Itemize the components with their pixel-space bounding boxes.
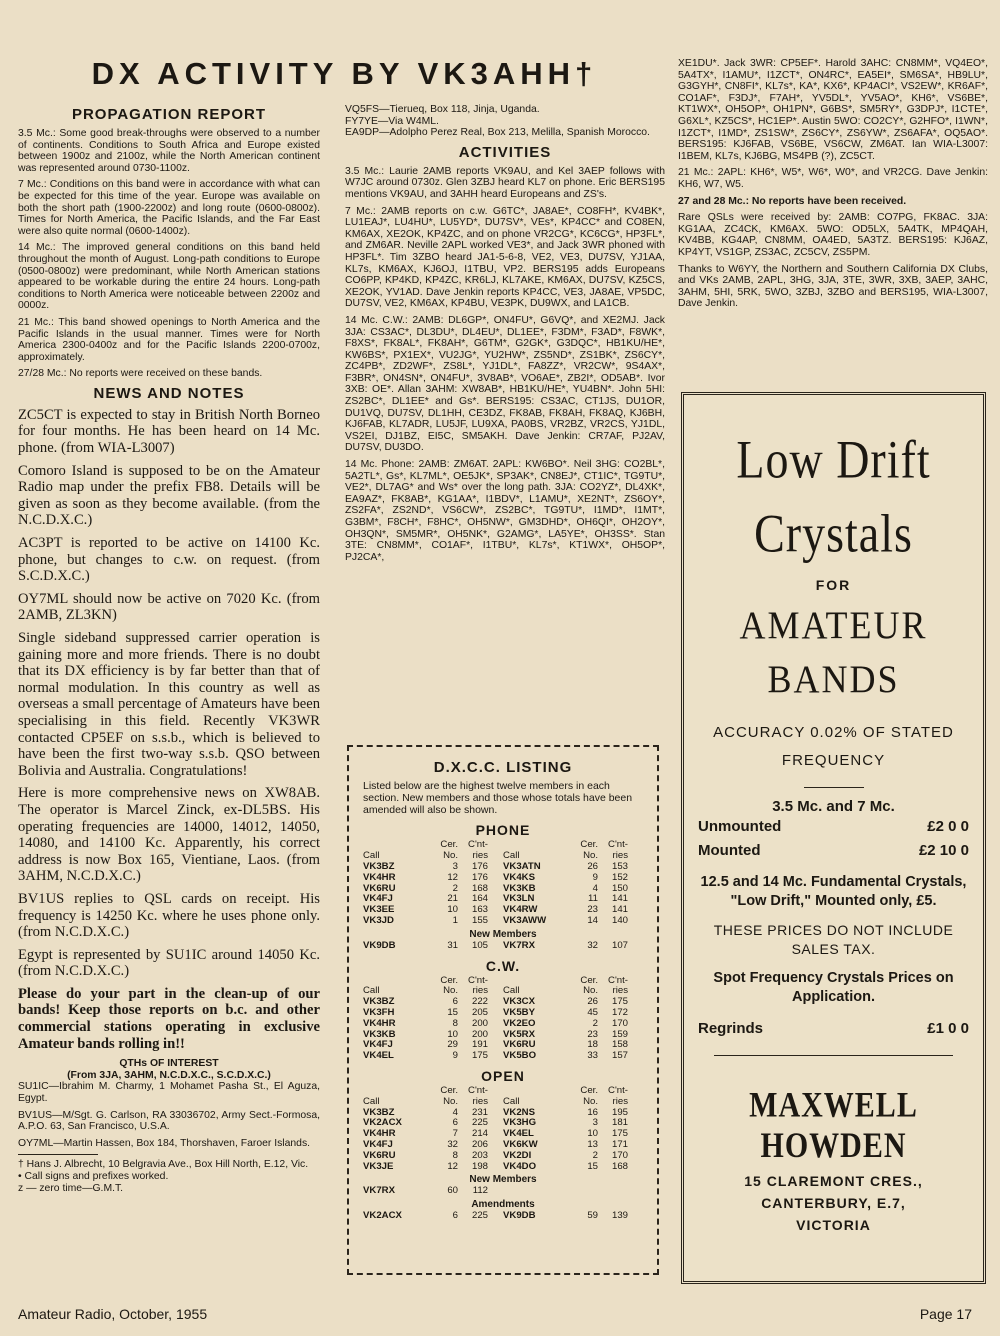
propagation-21mc: 21 Mc.: This band showed openings to North America and the Pacific Islands in the usual manner. Times were for North America 2300-0400z and for the Pacific Islands 2200-0700z, approximately. xyxy=(18,316,320,363)
call-sign: VK2DI xyxy=(503,1149,532,1161)
countries-count: 152 xyxy=(611,871,628,883)
dxcc-row xyxy=(363,916,503,927)
countries-count: 141 xyxy=(611,904,628,916)
ad-address-line: 15 CLAREMONT CRES., xyxy=(744,1173,923,1189)
footnote: † Hans J. Albrecht, 10 Belgravia Ave., Box Hill North, E.12, Vic. xyxy=(18,1159,309,1171)
certificate-number: 9 xyxy=(592,871,598,883)
call-sign: VK3BZ xyxy=(363,860,395,872)
news-item: Single sideband suppressed carrier operation is gaining more and more friends. There is no doubt that its DX efficiency is by far better than that of normal modulation. In this country as well as overseas a small percentage of Amateurs have been specialising in this field. Recently VK3WR contacted CP5EF on s.s.b., which is believed to have been the first two-way s.s.b. QSO between Bolivia and Australia. Congratulations! xyxy=(18,630,320,779)
open-table-header: Cer. C'nt- Call No. ries Cer. C'nt- Call No. ries xyxy=(363,1084,628,1107)
dxcc-row xyxy=(503,1211,643,1222)
news-appeal: Please do your part in the clean-up of our bands! Keep those reports on b.c. and other commercial stations operating in exclusive Amateur bands rolling in!! xyxy=(18,985,320,1052)
price-label: Regrinds xyxy=(698,1020,764,1037)
qth-entry: SU1IC—Ibrahim M. Charmy, 1 Mohamet Pasha St., El Aguza, Egypt. xyxy=(18,1081,320,1105)
news-item: Egypt is represented by SU1IC around 14050 Kc. (from N.C.D.X.C.) xyxy=(18,946,320,980)
crystals-advertisement xyxy=(681,392,986,1284)
certificate-number: 26 xyxy=(587,860,598,872)
certificate-number: 10 xyxy=(447,904,458,916)
phone-table xyxy=(363,862,643,927)
countries-count: 200 xyxy=(471,1028,488,1040)
call-sign: VK4EL xyxy=(363,1050,394,1062)
call-sign: VK4EL xyxy=(503,1128,534,1140)
dxcc-row xyxy=(503,916,643,927)
phone-new-members xyxy=(363,941,643,952)
dxcc-row xyxy=(363,1151,503,1162)
countries-count: 141 xyxy=(611,893,628,905)
ad-amateur: AMATEUR xyxy=(739,603,928,647)
countries-count: 168 xyxy=(611,1160,628,1172)
certificate-number: 15 xyxy=(587,1160,598,1172)
call-sign: VK3CX xyxy=(503,996,535,1008)
news-item: ZC5CT is expected to stay in British North Borneo for four months. He has been heard on 14 Mc. phone. (from WIA-L3007) xyxy=(18,406,320,457)
cw-table xyxy=(363,997,643,1062)
certificate-number: 16 xyxy=(587,1106,598,1118)
countries-count: 150 xyxy=(611,882,628,894)
propagation-heading: PROPAGATION REPORT xyxy=(71,106,267,123)
call-sign: VK4HR xyxy=(363,871,396,883)
call-sign: VK9DB xyxy=(503,1210,536,1222)
certificate-number: 59 xyxy=(587,1210,598,1222)
ad-headline-crystals: Crystals xyxy=(754,503,913,564)
ad-company-name: MAXWELL HOWDEN xyxy=(749,1085,918,1166)
news-heading: NEWS AND NOTES xyxy=(93,384,245,402)
certificate-number: 8 xyxy=(452,1017,458,1029)
call-sign: VK3BZ xyxy=(363,1106,395,1118)
ad-divider xyxy=(804,787,864,788)
certificate-number: 6 xyxy=(452,1117,458,1129)
certificate-number: 33 xyxy=(587,1050,598,1062)
certificate-number: 32 xyxy=(587,939,598,951)
call-sign: VK3AWW xyxy=(503,914,547,926)
call-sign: VK3EE xyxy=(363,904,395,916)
open-new-members-heading: New Members xyxy=(469,1174,537,1186)
dxcc-row xyxy=(363,1051,503,1062)
open-table xyxy=(363,1108,643,1173)
ad-for: FOR xyxy=(815,577,852,593)
phone-new-members-heading: New Members xyxy=(469,928,537,940)
certificate-number: 2 xyxy=(592,1149,598,1161)
certificate-number: 9 xyxy=(452,1050,458,1062)
rare-qsls: Rare QSLs were received by: 2AMB: CO7PG, FK8AC. 3JA: KG1AA, ZC4CK, KM6AX. 5WO: OD5LX, 5A4TK, MP4QAH, KV4BB, KG4AP, CN8MM, OA4ED, 5A3TZ. BERS195: KJ6AZ, KP4YT, VS1GP, ZS3AC, ZC5CV, ZS5PM. xyxy=(678,212,988,258)
call-sign: VK3JD xyxy=(363,914,394,926)
countries-count: 225 xyxy=(471,1210,488,1222)
dxcc-intro: Listed below are the highest twelve members in each section. New members and those whose totals have been amended will also be shown. xyxy=(363,780,633,816)
ad-band-label: 3.5 Mc. and 7 Mc. xyxy=(772,798,895,815)
column-left xyxy=(18,104,320,1294)
qth-entry: FY7YE—Via W4ML. xyxy=(345,115,439,127)
ad-price-regrinds xyxy=(698,1017,969,1041)
footnote: z — zero time—G.M.T. xyxy=(18,1182,124,1194)
certificate-number: 29 xyxy=(447,1039,458,1051)
activity-35mc: 3.5 Mc.: Laurie 2AMB reports VK9AU, and Kel 3AEP follows with W7JC around 0730z. Glen 3ZBJ heard KL7 on phone. Eric BERS195 mentions VK9AU, and 3AHH heard Europeans and ZS's. xyxy=(345,165,665,200)
countries-count: 214 xyxy=(471,1128,488,1140)
activity-2728mc: 27 and 28 Mc.: No reports have been received. xyxy=(678,195,907,207)
certificate-number: 6 xyxy=(452,1210,458,1222)
certificate-number: 6 xyxy=(452,996,458,1008)
certificate-number: 45 xyxy=(587,1006,598,1018)
certificate-number: 60 xyxy=(447,1185,458,1197)
dxcc-row xyxy=(363,1186,503,1197)
qth-source: (From 3JA, 3AHM, N.C.D.X.C., S.C.D.X.C.) xyxy=(67,1069,271,1081)
ad-divider xyxy=(714,1055,952,1056)
dxcc-row xyxy=(503,1019,643,1030)
certificate-number: 32 xyxy=(447,1138,458,1150)
propagation-2728mc: 27/28 Mc.: No reports were received on these bands. xyxy=(18,368,263,380)
call-sign: VK9DB xyxy=(363,939,396,951)
activity-7mc: 7 Mc.: 2AMB reports on c.w. G6TC*, JA8AE*, CO8FH*, KV4BK*, LU1EAJ*, LU4HU*, LU5YD*, DU7SV*, VEs*, KP4CC* and CO8EN, KM6AX, XE2OK, KP4ZC, and on phone VR2CG*, KC6CG*, HP3FL*, and ZM6AR. Neville 2APL worked VE3*, and Jack 3WR phoned with HP3FL*. Tim 3ZBO heard JA1-5-6-8, VE2, VE3, DU7SV, YJ1AA, KL7s, KM6AX, KJ6OJ, I1TBU, VP2. BERS195 adds Europeans CO6PP, KP4KD, KP4ZC, KR6LJ, KL7AKE, KM6AX, DU7SV, KZ5CS, XE2OK, YV1AD. Dave Jenkin reports KP4CC, VE3, JA8AE, VP5DC, DU7SV, VE2, KM6AX, KP4BU, VE3PK, DU9WX, and LA1CB. xyxy=(345,205,665,310)
call-sign: VK2ACX xyxy=(363,1210,402,1222)
cw-table-header: Cer. C'nt- Call No. ries Cer. C'nt- Call No. ries xyxy=(363,974,628,997)
ad-fundamental: 12.5 and 14 Mc. Fundamental Crystals, "Low Drift," Mounted only, £5. xyxy=(700,874,967,909)
news-item: BV1US replies to QSL cards on receipt. His frequency is 14250 Kc. where he uses phone only. (from N.C.D.X.C.) xyxy=(18,890,320,941)
ad-address-line: VICTORIA xyxy=(796,1217,871,1233)
call-sign: VK2EO xyxy=(503,1017,536,1029)
certificate-number: 12 xyxy=(447,1160,458,1172)
call-sign: VK3LN xyxy=(503,893,535,905)
countries-count: 200 xyxy=(471,1017,488,1029)
qth-entry: VQ5FS—Tierueq, Box 118, Jinja, Uganda. xyxy=(345,104,540,115)
footnote-rule xyxy=(18,1154,98,1155)
activity-14mc-cw: 14 Mc. C.W.: 2AMB: DL6GP*, ON4FU*, G6VQ*, and XE2MJ. Jack 3JA: CS3AC*, DL3DU*, DL4EU*, DL1EE*, F3DM*, F3AD*, F8WK*, F8XS*, FK8AL*, FK8AH*, G6TM*, G2GK*, G3DQC*, HB1KU/HE*, KW6BS*, PX1EX*, VU2JG*, YU2HW*, ZS5ND*, ZS1BK*, ZS6CY*, ZC4PB*, ZD2WF*, ZS8L*, YJ1DL*, FA8ZZ*, VR2CW*, 9S4AX*, F3BR*, ON4SN*, ON4FU*, 3V8AB*, VO6AE*, ZB2I*, OD5AB*. Ivor 3XB: OE*. Allan 3AHM: XW8AB*, HB1KU/HE*, YU4BN*. John 5HI: ZS2BC*, DL1EE* and Gs*. BERS195: CS3AC, CT1JS, DU1OR, DU1VQ, DU7SV, DL1HH, CE3DZ, FK8AB, FK8AH, FK8AQ, KJ6BH, KJ6FAB, KL7ADR, LU5JF, LU9XA, PA0BS, VR2BZ, VR2CS, YJ1DL, VS2EI, DJ1BZ, EI5C, SM5AKH. Dave Jenkin: CR7AF, PJ2AV, DU7SV, DU3DO. xyxy=(345,314,665,454)
certificate-number: 15 xyxy=(447,1006,458,1018)
countries-count: 163 xyxy=(471,904,488,916)
call-sign: VK3FH xyxy=(363,1006,395,1018)
countries-count: 172 xyxy=(611,1006,628,1018)
call-sign: VK3KB xyxy=(363,1028,396,1040)
price-label: Unmounted xyxy=(698,818,782,835)
countries-count: 170 xyxy=(611,1017,628,1029)
dxcc-row xyxy=(363,1019,503,1030)
countries-count: 159 xyxy=(611,1028,628,1040)
countries-count: 222 xyxy=(471,996,488,1008)
countries-count: 225 xyxy=(471,1117,488,1129)
countries-count: 205 xyxy=(471,1006,488,1018)
dxcc-row xyxy=(503,873,643,884)
qth-heading: QTHs OF INTEREST xyxy=(119,1058,219,1070)
footer-page-number: Page 17 xyxy=(919,1306,972,1322)
certificate-number: 4 xyxy=(592,882,598,894)
dxcc-listing-box xyxy=(347,745,659,1275)
countries-count: 157 xyxy=(611,1050,628,1062)
propagation-7mc: 7 Mc.: Conditions on this band were in accordance with what can be expected for this time of the year. Europe was available on both the short path (1900-2200z) and long route (0600-0800z). Times for North America, the Pacific Islands, and the Far East were also quite normal (0600-1400z). xyxy=(18,179,320,237)
call-sign: VK4HR xyxy=(363,1128,396,1140)
countries-count: 140 xyxy=(611,914,628,926)
ad-headline-low-drift: Low Drift xyxy=(736,429,931,490)
countries-count: 175 xyxy=(611,996,628,1008)
countries-count: 176 xyxy=(471,871,488,883)
countries-count: 164 xyxy=(471,893,488,905)
open-heading: OPEN xyxy=(481,1067,525,1084)
call-sign: VK4RW xyxy=(503,904,538,916)
certificate-number: 11 xyxy=(588,893,598,905)
open-amendments xyxy=(363,1211,643,1222)
countries-count: 168 xyxy=(471,882,488,894)
price-value: £1 0 0 xyxy=(927,1020,969,1037)
activity-14mc-phone: 14 Mc. Phone: 2AMB: ZM6AT. 2APL: KW6BO*. Neil 3HG: CO2BL*, 5A2TL*, Gs*, KL7ML*, OE5JK*, SP3AK*, CN8EJ*, CT1IC*, TG9TU*, VE2*, DL7AG* and Ws* over the long path. 3JA: CO2YZ*, DL4XK*, EA9AZ*, FK8AB*, KG1AA*, I1BDV*, L1AMU*, XE2NT*, ZS6OY*, ZS2FA*, ZS2ND*, VS6CW*, ZS2BC*, TG9TU*, I1MD*, I1MT*, G3BM*, F8CH*, F8HC*, OH5NW*, GM3DHD*, OH6QI*, OH2OY*, OH3QN*, SM5MR*, OH5NK*, G2AMG*, LA5YE*, OH3SS*. Stan 3TE: CN8MM*, CO1AF*, I1TBU*, KL7s*, KT1WX*, OH5OP*, PJ2CA*, xyxy=(345,459,665,563)
call-sign: VK2ACX xyxy=(363,1117,402,1129)
page-title: DX ACTIVITY BY VK3AHH† xyxy=(91,56,598,91)
news-item: Comoro Island is supposed to be on the Amateur Radio map under the prefix FB8. Details will be given as soon as they become available. (from the N.C.D.X.C.) xyxy=(18,462,320,529)
call-sign: VK3JE xyxy=(363,1160,394,1172)
certificate-number: 18 xyxy=(587,1039,598,1051)
column-right xyxy=(678,58,988,378)
certificate-number: 4 xyxy=(452,1106,458,1118)
ad-spot-frequency: Spot Frequency Crystals Prices on Application. xyxy=(713,970,954,1005)
countries-count: 195 xyxy=(611,1106,628,1118)
call-sign: VK4FJ xyxy=(363,1138,393,1150)
qth-entry: BV1US—M/Sgt. G. Carlson, RA 33036702, Army Sect.-Formosa, A.P.O. 63, San Francisco, U.S.A. xyxy=(18,1109,320,1133)
thanks: Thanks to W6YY, the Northern and Southern California DX Clubs, and VKs 2AMB, 2APL, 3HG, 3JA, 3TE, 3WR, 3XB, 3AEP, 3AHC, 3AHM, 5HI, 5RK, 5WO, 3ZBJ, 3ZBO and BERS195, WIA-L3007, Dave Jenkin. xyxy=(678,263,988,310)
certificate-number: 7 xyxy=(452,1128,458,1140)
countries-count: 203 xyxy=(471,1149,488,1161)
call-sign: VK4FJ xyxy=(363,1039,393,1051)
certificate-number: 26 xyxy=(587,996,598,1008)
certificate-number: 10 xyxy=(587,1128,598,1140)
call-sign: VK4FJ xyxy=(363,893,393,905)
ad-price-mounted xyxy=(698,839,969,863)
ad-accuracy: ACCURACY 0.02% OF STATED FREQUENCY xyxy=(713,724,954,769)
open-amendments-heading: Amendments xyxy=(471,1199,535,1211)
call-sign: VK4DO xyxy=(503,1160,537,1172)
certificate-number: 1 xyxy=(452,914,458,926)
call-sign: VK6KW xyxy=(503,1138,538,1150)
propagation-35mc: 3.5 Mc.: Some good break-throughs were observed to a number of continents. Conditions to South Africa and Europe existed between 1900z and 2100z, while the North American continent was represented around 0730-1100z. xyxy=(18,128,320,174)
countries-count: 153 xyxy=(611,860,628,872)
ad-price-unmounted xyxy=(698,815,969,839)
qth-entry: EA9DP—Adolpho Perez Real, Box 213, Melilla, Spanish Morocco. xyxy=(345,127,650,139)
certificate-number: 3 xyxy=(452,860,458,872)
countries-count: 175 xyxy=(471,1050,488,1062)
call-sign: VK2NS xyxy=(503,1106,535,1118)
phone-table-header: Cer. C'nt- Call No. ries Cer. C'nt- Call No. ries xyxy=(363,839,628,862)
call-sign: VK6RU xyxy=(503,1039,536,1051)
ad-address-line: CANTERBURY, E.7, xyxy=(761,1195,906,1211)
footnote: • Call signs and prefixes worked. xyxy=(18,1171,169,1182)
countries-count: 170 xyxy=(611,1149,628,1161)
propagation-14mc: 14 Mc.: The improved general conditions on this band held throughout the month of August. Long-path conditions to Europe (0500-0800z) were predominant, while North American stations appeared to be workable during the entire 24 hours. Long-path conditions to North America were noticeable between 2200z and 0000z. xyxy=(18,242,320,312)
activities-heading: ACTIVITIES xyxy=(458,143,552,161)
countries-count: 105 xyxy=(471,939,488,951)
certificate-number: 2 xyxy=(592,1017,598,1029)
dxcc-row xyxy=(503,1051,643,1062)
news-item: OY7ML should now be active on 7020 Kc. (from 2AMB, ZL3KN) xyxy=(18,590,320,624)
certificate-number: 2 xyxy=(452,882,458,894)
countries-count: 191 xyxy=(471,1039,488,1051)
footer-publication: Amateur Radio, October, 1955 xyxy=(18,1306,208,1322)
certificate-number: 8 xyxy=(452,1149,458,1161)
call-sign: VK4HR xyxy=(363,1017,396,1029)
countries-count: 158 xyxy=(611,1039,628,1051)
dxcc-row xyxy=(363,873,503,884)
certificate-number: 10 xyxy=(447,1028,458,1040)
open-new-members xyxy=(363,1186,643,1197)
activity-21mc: 21 Mc.: 2APL: KH6*, W5*, W6*, W0*, and VR2CG. Dave Jenkin: KH6, W7, W5. xyxy=(678,167,988,190)
dxcc-row xyxy=(363,1211,503,1222)
price-value: £2 0 0 xyxy=(927,818,969,835)
certificate-number: 14 xyxy=(587,914,598,926)
call-sign: VK6RU xyxy=(363,882,396,894)
countries-count: 155 xyxy=(471,914,488,926)
countries-count: 231 xyxy=(471,1106,488,1118)
certificate-number: 23 xyxy=(587,904,598,916)
countries-count: 175 xyxy=(611,1128,628,1140)
dxcc-row xyxy=(503,1162,643,1173)
phone-heading: PHONE xyxy=(475,822,531,839)
countries-count: 139 xyxy=(611,1210,628,1222)
price-label: Mounted xyxy=(698,842,761,859)
cw-heading: C.W. xyxy=(485,957,521,974)
call-sign: VK5BY xyxy=(503,1006,535,1018)
certificate-number: 21 xyxy=(447,893,458,905)
ad-bands: BANDS xyxy=(767,657,900,701)
countries-count: 107 xyxy=(611,939,628,951)
certificate-number: 31 xyxy=(447,939,458,951)
dxcc-row xyxy=(363,941,503,952)
ad-tax-note: THESE PRICES DO NOT INCLUDE SALES TAX. xyxy=(713,922,954,957)
countries-count: 181 xyxy=(611,1117,628,1129)
call-sign: VK3HG xyxy=(503,1117,537,1129)
certificate-number: 13 xyxy=(587,1138,598,1150)
news-item: AC3PT is reported to be active on 14100 Kc. phone, but changes to c.w. on request. (from S.C.D.X.C.) xyxy=(18,535,320,585)
certificate-number: 12 xyxy=(447,871,458,883)
call-sign: VK3KB xyxy=(503,882,536,894)
news-item: Here is more comprehensive news on XW8AB. The operator is Marcel Zinck, ex-DL5BS. His operating frequencies are 14000, 14012, 14050, 14080, and 14100 Kc. Apparently, his correct address is now Box 165, Vientiane, Laos. (from 3AHM, N.C.D.X.C.) xyxy=(18,785,320,885)
call-sign: VK4KS xyxy=(503,871,535,883)
dxcc-row xyxy=(503,1151,643,1162)
call-sign: VK7RX xyxy=(503,939,535,951)
countries-count: 198 xyxy=(471,1160,488,1172)
call-sign: VK5RX xyxy=(503,1028,535,1040)
dxcc-row xyxy=(363,1162,503,1173)
price-value: £2 10 0 xyxy=(918,842,969,859)
countries-count: 206 xyxy=(471,1138,488,1150)
dxcc-title: D.X.C.C. LISTING xyxy=(433,759,573,776)
dxcc-row xyxy=(503,941,643,952)
countries-count: 176 xyxy=(471,860,488,872)
certificate-number: 23 xyxy=(587,1028,598,1040)
certificate-number: 3 xyxy=(592,1117,598,1129)
call-sign: VK7RX xyxy=(363,1185,395,1197)
activity-14mc-phone-continued: XE1DU*. Jack 3WR: CP5EF*. Harold 3AHC: CN8MM*, VQ4EO*, 5A4TX*, I1AMU*, I1ZCT*, ON4RC*, EA5EI*, SM6SA*, HB9LU*, G3GYH*, CN8FI*, KL7s*, KA*, KX6*, KP4ACI*, VS2EW*, KR6AF*, CO1AF*, F3DJ*, F7AH*, YV5DL*, YV5AO*, KH6*, VS6BE*, KT1WX*, OH5OP*, OH1PN*, G6BS*, SM5RY*, G3DPJ*, I1CTE*, G6XL*, KZ5CS*, HC1EP*. Austin 5WO: CO2CY*, G2HFO*, I1WN*, I1ZCT*, I1MD*, ZS1SW*, ZS6CY*, ZS6YW*, ZS6AFA*, OQ5AO*. BERS195: KJ6FAB, VS6BE, VS6CW, ZM6AT. Ian WIA-L3007: I1BEM, KL7s, KJ6BG, MS4PB (?), ZC5CT. xyxy=(678,58,988,162)
qth-entry: OY7ML—Martin Hassen, Box 184, Thorshaven, Faroer Islands. xyxy=(18,1137,311,1149)
call-sign: VK6RU xyxy=(363,1149,396,1161)
countries-count: 112 xyxy=(472,1185,488,1197)
column-middle xyxy=(345,104,665,734)
call-sign: VK5BO xyxy=(503,1050,537,1062)
countries-count: 171 xyxy=(611,1138,628,1150)
call-sign: VK3BZ xyxy=(363,996,395,1008)
call-sign: VK3ATN xyxy=(503,860,541,872)
